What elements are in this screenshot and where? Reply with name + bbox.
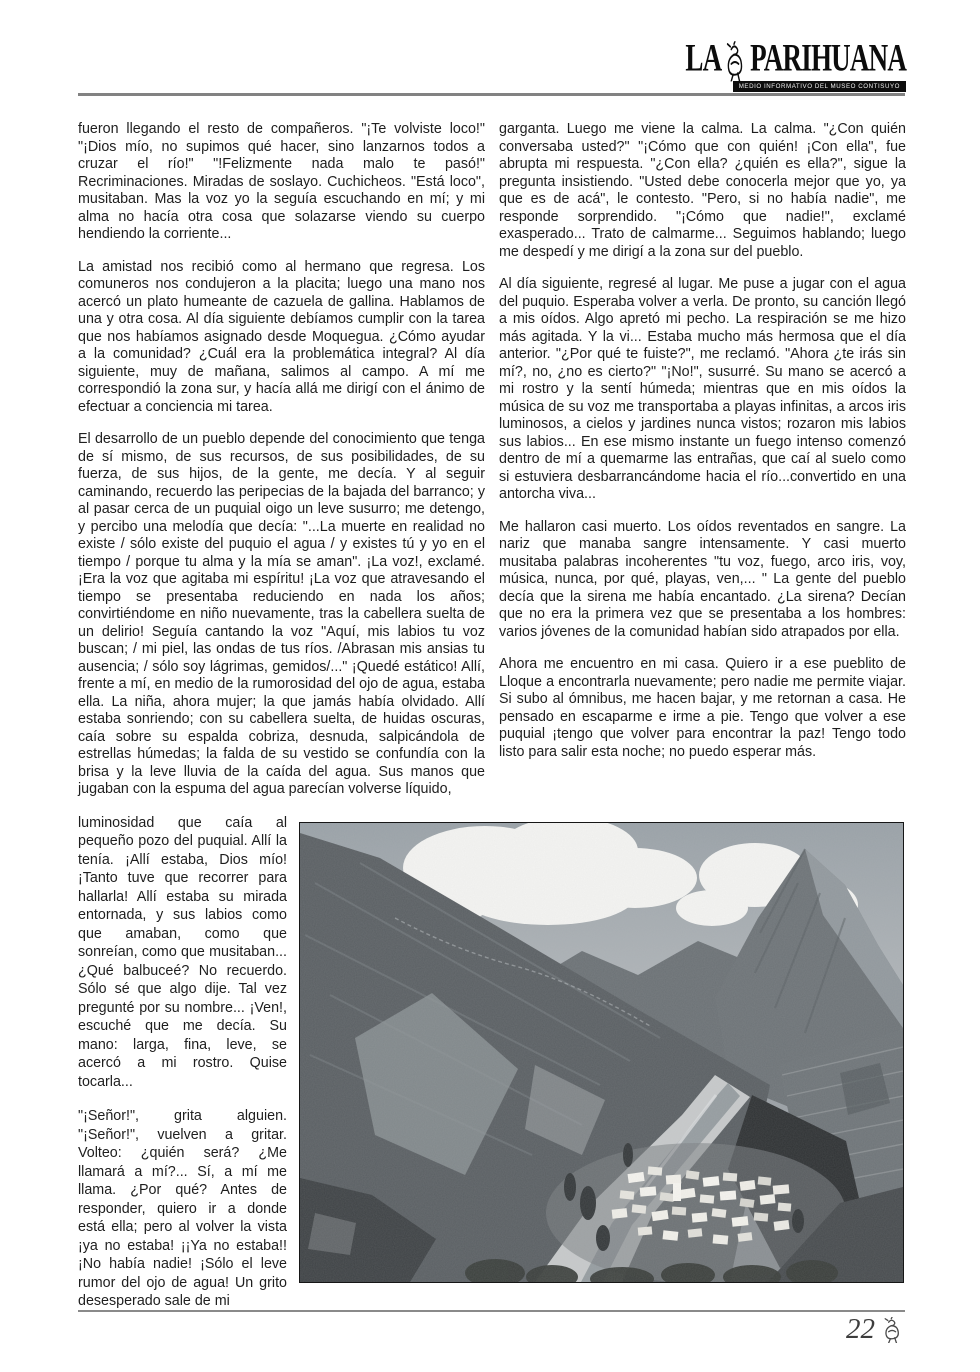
- magazine-logo: [685, 37, 906, 81]
- paragraph: Me hallaron casi muerto. Los oídos reventados en sangre. La nariz que manaba sangre intensamente. Y casi muerto musitaba palabras incoherentes "tu voz, fuego, arco iris, voy, música, nunca, por qué, playas, ven,... " La gente del pueblo decía que la sirena me había encantado. ¿La sirena? Decían que no era la primera vez que se presentaba a los hombres: varios jóvenes de la comunidad habían sido atrapados por ella.: [499, 518, 906, 640]
- masthead: [637, 37, 906, 92]
- parihuana-bird-icon: [882, 1317, 904, 1343]
- paragraph: fueron llegando el resto de compañeros. "¡Te volviste loco!" "¡Dios mío, no supimos qué hacer, sino lanzarnos todos a cruzar el río!" "!Felizmente nada malo te pasó!" Recriminaciones. Miradas de soslayo. Cuchicheos. "Está loco", musitaban. Mas la voz yo la seguía escuchando en mí; y mi alma no hacía otra cosa que solazarse viendo su cuerpo hendiendo la corriente...: [78, 121, 485, 242]
- paragraph: luminosidad que caía al pequeño pozo del puquial. Allí la tenía. ¡Allí estaba, Dios mío! ¡Tanto tuve que recorrer para hallarla! Allí estaba su mirada entornada, y sus labios como que amaban, como que sonreían, como que musitaban... ¿Qué balbuceé? No recuerdo. Sólo sé que algo dije. Tal vez pregunté por su nombre... ¡Ven!, escuché que me decía. Su mano: larga, fina, leve, se acercó a mi rostro. Quise tocarla...: [78, 814, 287, 1090]
- logo-prefix: LA: [685, 37, 722, 81]
- parihuana-bird-icon: [725, 41, 747, 81]
- right-column: [499, 121, 906, 776]
- page-footer: [846, 1315, 904, 1344]
- valley-village-photo: [299, 822, 904, 1283]
- header-rule: [78, 93, 905, 96]
- masthead-tagline: MEDIO INFORMATIVO DEL MUSEO CONTISUYO: [733, 81, 906, 92]
- paragraph: Al día siguiente, regresé al lugar. Me puse a jugar con el agua del puquio. Esperaba volver a verla. De pronto, su canción llegó a mis oídos. Algo apretó mi pecho. La respiración se me hizo más agitada. Y la vi... Estaba mucho más hermosa que el día anterior. "¿Por qué te fuiste?", me reclamó. "Ahora ¿te irás sin mí?, no, ¿no es cierto?" "¡No!", susurré. Su mano se acercó a mi rostro y la sentí húmeda; mientras que en mis oídos la música de su voz me transportaba a playas infinitas, a arcos iris luminosos, a cielos y jardines nunca vistos; rozaron mis labios sus labios... En ese mismo instante un fuego intenso comenzó dentro de mí a quemarme las entrañas, que caí al suelo como si estuviera desbarrancándome hacia el río...convertido en una antorcha viva...: [499, 276, 906, 502]
- paragraph: El desarrollo de un pueblo depende del conocimiento que tenga de sí mismo, de sus recursos, de sus posibilidades, de su fuerza, de sus hijos, de la gente, me decía. Y al seguir caminando, recuerdo las peripecias de la bajada del barranco; y al pasar cerca de un puquial oigo un leve susurro; me detengo, y percibo una melodía que decía: "...La muerte en realidad no existe / sólo existe del puquio el agua / y existes tú y yo en el tiempo / porque tu alma y la mía se aman". ¡La voz!, exclamé. ¡Era la voz que agitaba mi espíritu! ¡La voz que atravesando el tiempo se presentaba reduciendo en nada los años; convirtiéndome en niño nuevamente, tras la cabellera suelta de un delirio! Seguía cantando la voz "Aquí, mis labios tu voz buscan; / mi piel, las ondas de tus ríos. /Abrasan mis ansias tu ausencia; / sólo soy lágrimas, gemidos/..." ¡Quedé estático! Allí, frente a mí, en medio de la rumorosidad del ojo de agua, estaba ella. La niña, ahora mujer; la que jamás había olvidado. Allí estaba sonriendo; con su cabellera suelta, de huidas oscuras, caía sobre su espalda cobriza, desnuda, salpicándola de estrellas húmedas; la falda de su vestido se confundía con la brisa y la leve lluvia de la caída del agua. Sus manos que jugaban con la espuma del agua parecían volverse líquido,: [78, 431, 485, 797]
- paragraph: La amistad nos recibió como al hermano que regresa. Los comuneros nos condujeron a la placita; luego una mano nos acercó un plato humeante de cazuela de gallina. Hablamos de una y otra cosa. Al día siguiente debíamos cumplir con la tarea que nos habíamos asignado desde Moquegua. ¿Cómo ayudar a la comunidad? ¿Cuál era la problemática integral? Al día siguiente, muy de mañana, salimos al campo. A mí me correspondió la zona sur, y hacía allá me dirigí con el ánimo de efectuar a conciencia mi tarea.: [78, 258, 485, 415]
- left-column-narrow-wrap: [78, 814, 287, 1311]
- footer-rule: [78, 1310, 905, 1312]
- paragraph: "¡Señor!", grita alguien. "¡Señor!", vuelven a gritar. Volteo: ¿quién será? ¿Me llamará a mí?... Sí, a mí me llama. ¿Por qué? Antes de responder, quiero ir a donde está ella; pero al volver la vista ¡ya no estaba! ¡¡Ya no estaba!! ¡No había nadie! ¡Sólo el leve rumor del ojo de agua! Un grito desesperado sale de mi: [78, 1108, 287, 1309]
- page-number: 22: [846, 1313, 875, 1345]
- paragraph: garganta. Luego me viene la calma. La calma. "¿Con quién conversaba usted?" "¡Cómo que con quién! ¡Con ella", fue abrupta mi respuesta. "¿Con ella? ¿quién es ella?", sigue la pregunta insistiendo. "Usted debe conocerla mejor que yo, ya que es de acá", le contesto. "Pero, si no había nadie", me responde sorprendido. "¡Cómo que nadie!", exclamé exasperado... Trato de calmarme... Seguimos hablando; luego me despedí y me dirigí a la zona sur del pueblo.: [499, 121, 906, 260]
- photo-illustration: [300, 823, 903, 1282]
- paragraph: Ahora me encuentro en mi casa. Quiero ir a ese pueblito de Lloque a encontrarla nuevamente; pero nadie me permite viajar. Si subo al ómnibus, me hacen bajar, y me retornan a casa. He pensado en escaparme e irme a pie. Tengo que volver a ese puquial ¡tengo que volver para encontrar la paz! Tengo todo listo para salir esta noche; no puedo esperar más.: [499, 656, 906, 760]
- logo-main: PARIHUANA: [750, 37, 906, 81]
